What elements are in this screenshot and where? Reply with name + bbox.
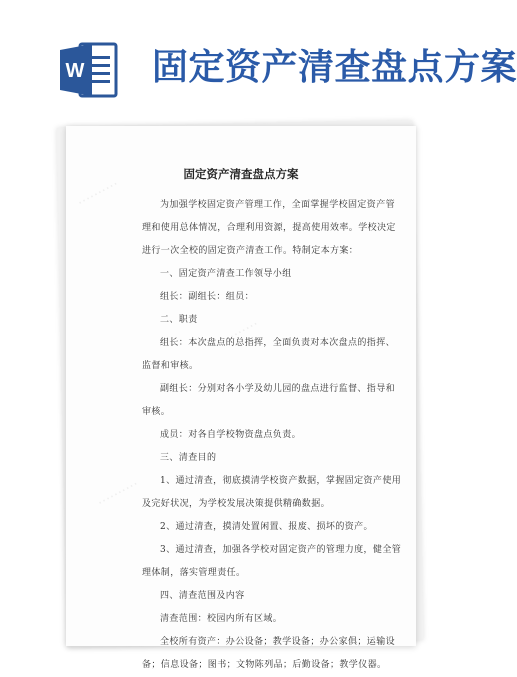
paragraph: 全校所有资产：办公设备；教学设备；办公家俱；运输设备；信息设备；图书；文物陈列品；后勤设备；教学仪器。 bbox=[142, 637, 396, 670]
paragraph: 2、通过清查，摸清处置闲置、报废、损坏的资产。 bbox=[160, 522, 373, 532]
banner bbox=[0, 0, 517, 110]
section-heading: 二、职责 bbox=[160, 315, 198, 325]
watermark: ·········· bbox=[94, 476, 142, 512]
svg-text:W: W bbox=[65, 60, 85, 82]
section-heading: 三、清查目的 bbox=[160, 453, 217, 463]
paragraph: 组长：副组长：组员： bbox=[160, 292, 255, 302]
document-body bbox=[142, 194, 402, 677]
word-document-icon bbox=[60, 42, 118, 98]
document-page bbox=[66, 126, 416, 670]
watermark: ·········· bbox=[214, 316, 262, 352]
paragraph: 3、通过清查，加强各学校对固定资产的管理力度，健全管理体制，落实管理责任。 bbox=[142, 545, 402, 578]
watermark: ·········· bbox=[74, 176, 122, 212]
section-heading: 一、固定资产清查工作领导小组 bbox=[160, 269, 292, 279]
banner-title: 固定资产清查盘点方案 bbox=[152, 47, 517, 88]
section-heading: 四、清查范围及内容 bbox=[160, 591, 245, 601]
paragraph: 为加强学校固定资产管理工作，全面掌握学校固定资产管理和使用总体情况，合理利用资源，提高使用效率。学校决定进行一次全校的固定资产清查工作。特制定本方案： bbox=[142, 200, 396, 256]
paragraph: 清查范围：校园内所有区域。 bbox=[160, 614, 283, 624]
paragraph: 副组长：分别对各小学及幼儿园的盘点进行监督、指导和审核。 bbox=[142, 384, 396, 417]
document-title: 固定资产清查盘点方案 bbox=[183, 167, 299, 181]
paragraph: 成员：对各自学校物资盘点负责。 bbox=[160, 430, 302, 440]
paragraph: 1、通过清查，彻底摸清学校资产数据，掌握固定资产使用及完好状况，为学校发展决策提供精确数据。 bbox=[142, 476, 402, 509]
paragraph: 组长：本次盘点的总指挥，全面负责对本次盘点的指挥、监督和审核。 bbox=[142, 338, 396, 371]
